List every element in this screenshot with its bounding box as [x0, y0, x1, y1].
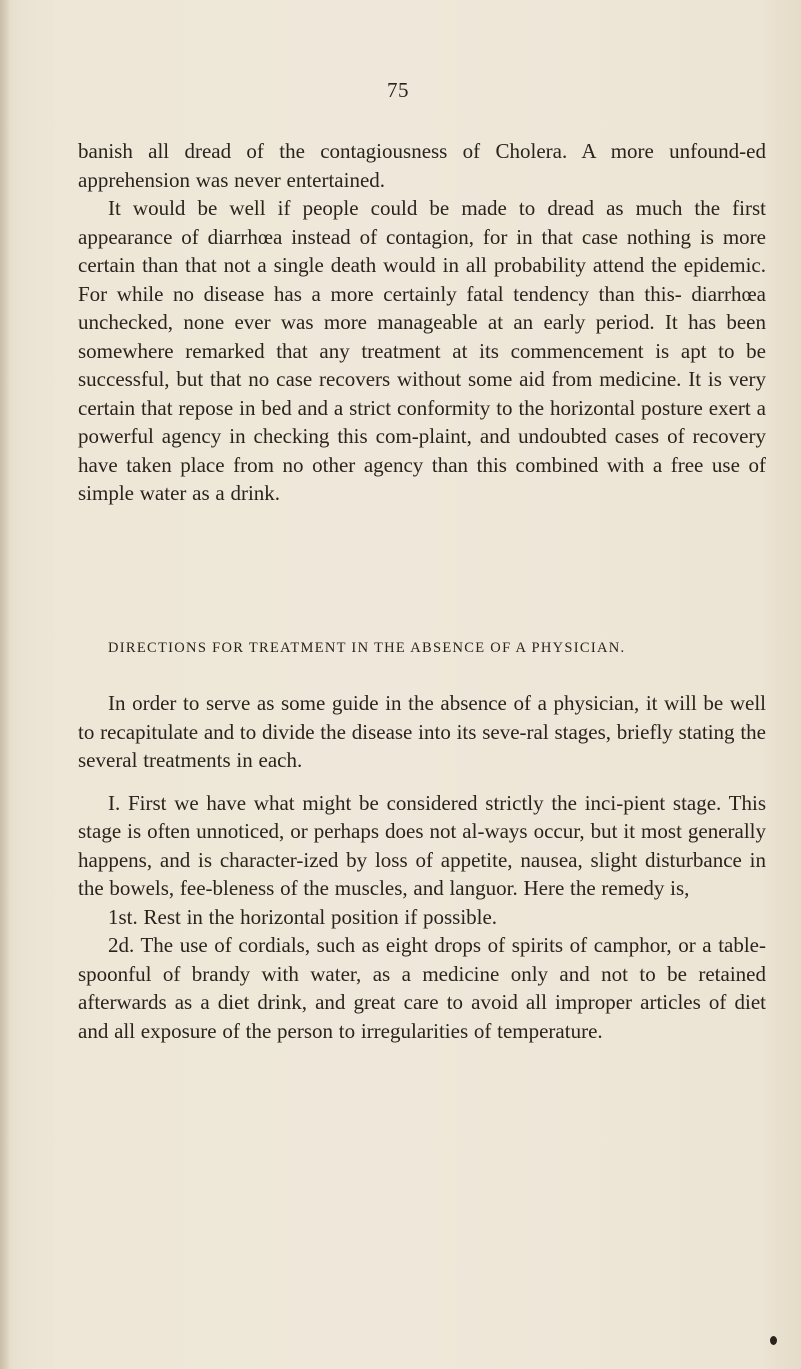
- intro-text-block: [78, 137, 766, 508]
- paragraph-diarrhoea: It would be well if people could be made to dread as much the first appearance of diarrhœa instead of contagion, for in that case nothing is more certain than that not a single death would in all probability attend the epidemic. For while no disease has a more certainly fatal tendency than this- diarrhœa unchecked, none ever was more manageable at an early period. It has been somewhere remarked that any treatment at its commencement is apt to be successful, but that no case recovers without some aid from medicine. It is very certain that repose in bed and a strict conformity to the horizontal posture exert a powerful agency in checking this com-plaint, and undoubted cases of recovery have taken place from no other agency than this combined with a free use of simple water as a drink.: [78, 196, 766, 505]
- section-heading: DIRECTIONS FOR TREATMENT IN THE ABSENCE OF A PHYSICIAN.: [108, 640, 626, 656]
- directions-text-block: [78, 689, 766, 1045]
- paragraph-incipient-stage: I. First we have what might be considered strictly the inci-pient stage. This stage is often unnoticed, or perhaps does not al-ways occur, but it most generally happens, and is character-ized by loss of appetite, nausea, slight disturbance in the bowels, fee-bleness of the muscles, and languor. Here the remedy is,: [78, 790, 766, 900]
- paragraph-continuation: banish all dread of the contagiousness of Cholera. A more unfound-ed apprehension was never entertained.: [78, 139, 766, 192]
- ink-speck: [770, 1336, 777, 1345]
- paragraph-remedy-first: 1st. Rest in the horizontal position if possible.: [108, 904, 498, 929]
- page-number: 75: [387, 78, 409, 102]
- page-gutter-shadow: [0, 0, 10, 1369]
- paragraph-remedy-second: 2d. The use of cordials, such as eight drops of spirits of camphor, or a table-spoonful of brandy with water, as a medicine only and not to be retained afterwards as a diet drink, and great care to avoid all improper articles of diet and all exposure of the person to irregularities of temperature.: [78, 933, 766, 1043]
- paragraph-guide: In order to serve as some guide in the absence of a physician, it will be well to recapitulate and to divide the disease into its seve-ral stages, briefly stating the several treatments in each.: [78, 691, 766, 772]
